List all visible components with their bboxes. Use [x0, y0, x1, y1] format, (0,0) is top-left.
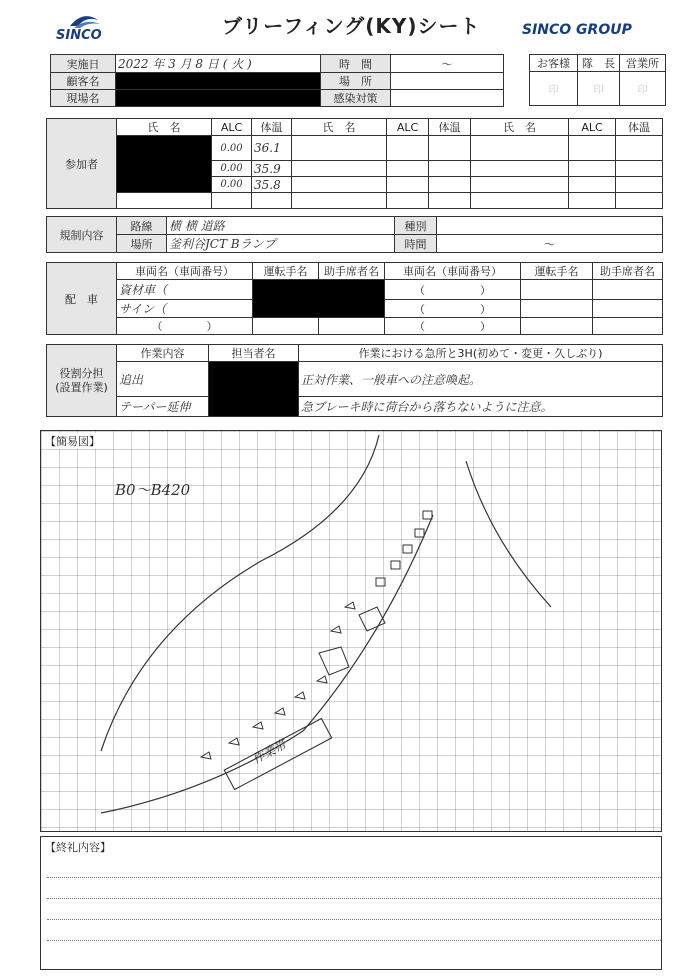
- stamp-customer: 印: [530, 72, 578, 106]
- type-value: [437, 217, 663, 235]
- person-header: 担当者名: [209, 345, 299, 362]
- roles-label: 役割分担 (設置作業): [47, 345, 117, 417]
- reg-place-value: 釜利谷JCT Bランプ: [167, 235, 395, 253]
- vehicle-row: （ ）: [385, 318, 521, 335]
- vehicle-row: サイン（: [117, 300, 253, 318]
- approval-customer: お客様: [530, 55, 578, 72]
- closing-label: 【終礼内容】: [45, 841, 111, 854]
- route-label: 路線: [117, 217, 167, 235]
- stamp-office: 印: [620, 72, 666, 106]
- route-value: 横 横 道路: [167, 217, 395, 235]
- reg-place-label: 場所: [117, 235, 167, 253]
- cone-icons: [201, 602, 355, 759]
- vehicle-name-header: 車両名（車両番号）: [385, 263, 521, 280]
- time-label: 時 間: [321, 55, 391, 73]
- sketch-note: B0〜B420: [115, 481, 191, 499]
- site-name-redacted: [116, 90, 321, 107]
- place-label: 場 所: [321, 73, 391, 90]
- sketch-label: 【簡易図】: [45, 435, 100, 448]
- reg-time-label: 時間: [395, 235, 437, 253]
- time-value: 〜: [391, 55, 504, 73]
- participant-alc: 0.00: [212, 136, 252, 161]
- closing-line: [47, 919, 661, 920]
- arrow-board-icons: [376, 511, 432, 586]
- work-point: 正対作業、一般車への注意喚起。: [299, 362, 663, 397]
- approval-table: [529, 54, 666, 106]
- participant-temp: 35.8: [252, 177, 292, 193]
- reg-time-value: 〜: [437, 235, 663, 253]
- participant-name-header: 氏 名: [471, 119, 569, 136]
- participant-name-header: 氏 名: [292, 119, 387, 136]
- participant-alc: 0.00: [212, 177, 252, 193]
- approval-office: 営業所: [620, 55, 666, 72]
- participants-label: 参加者: [47, 119, 117, 209]
- closing-line: [47, 898, 661, 899]
- company-logo: [48, 8, 118, 44]
- truck-sketch: [319, 607, 385, 675]
- roles-table: [46, 344, 663, 417]
- site-label: 現場名: [51, 90, 116, 107]
- vehicle-row: 資材車（: [117, 280, 253, 300]
- approval-leader: 隊 長: [578, 55, 620, 72]
- infection-value: [391, 90, 504, 107]
- stamp-leader: 印: [578, 72, 620, 106]
- vehicle-name-header: 車両名（車両番号）: [117, 263, 253, 280]
- sketch-area: [40, 430, 662, 832]
- participant-alc-header: ALC: [212, 119, 252, 136]
- driver-header: 運転手名: [521, 263, 593, 280]
- driver-header: 運転手名: [253, 263, 319, 280]
- vehicle-row: （ ）: [385, 300, 521, 318]
- logo-text: SINCO: [56, 28, 102, 43]
- participant-temp: 36.1: [252, 136, 292, 161]
- basic-info-table: [50, 54, 504, 107]
- road-edge-right: [466, 461, 551, 607]
- work-header: 作業内容: [117, 345, 209, 362]
- type-label: 種別: [395, 217, 437, 235]
- person-redacted: [209, 362, 299, 417]
- vehicles-label: 配 車: [47, 263, 117, 335]
- participant-alc-header: ALC: [569, 119, 616, 136]
- participant-temp-header: 体温: [252, 119, 292, 136]
- participant-name-header: 氏 名: [117, 119, 212, 136]
- road-edge-inner: [101, 515, 433, 813]
- participant-temp-header: 体温: [429, 119, 471, 136]
- place-value: [391, 73, 504, 90]
- vehicle-redacted: [253, 280, 385, 318]
- date-value: 2022 年 3 月 8 日 ( 火 ): [116, 55, 321, 73]
- work-item: 追出: [117, 362, 209, 397]
- participant-alc-header: ALC: [387, 119, 429, 136]
- closing-line: [47, 877, 661, 878]
- road-sketch: [41, 431, 663, 833]
- client-label: 顧客名: [51, 73, 116, 90]
- assistant-header: 助手席者名: [319, 263, 385, 280]
- work-area-label: 作業帯: [250, 737, 289, 767]
- vehicles-table: [46, 262, 663, 335]
- regulation-table: [46, 216, 663, 253]
- work-point: 急ブレーキ時に荷台から落ちないように注意。: [299, 397, 663, 417]
- vehicle-row: （ ）: [385, 280, 521, 300]
- regulation-label: 規制内容: [47, 217, 117, 253]
- closing-line: [47, 940, 661, 941]
- page-title: ブリーフィング(KY)シート: [222, 14, 481, 38]
- participant-temp-header: 体温: [616, 119, 663, 136]
- road-edge-left: [101, 435, 379, 751]
- participant-alc: 0.00: [212, 161, 252, 177]
- assistant-header: 助手席者名: [593, 263, 663, 280]
- work-item: テーパー延伸: [117, 397, 209, 417]
- participants-table: [46, 118, 663, 209]
- participant-names-redacted: [117, 136, 212, 193]
- closing-area: [40, 836, 662, 970]
- client-name-redacted: [116, 73, 321, 90]
- infection-label: 感染対策: [321, 90, 391, 107]
- points-header: 作業における急所と3H(初めて・変更・久しぶり): [299, 345, 663, 362]
- participant-temp: 35.9: [252, 161, 292, 177]
- date-label: 実施日: [51, 55, 116, 73]
- vehicle-row: （ ）: [117, 318, 253, 335]
- group-logo: SINCO GROUP: [522, 22, 632, 38]
